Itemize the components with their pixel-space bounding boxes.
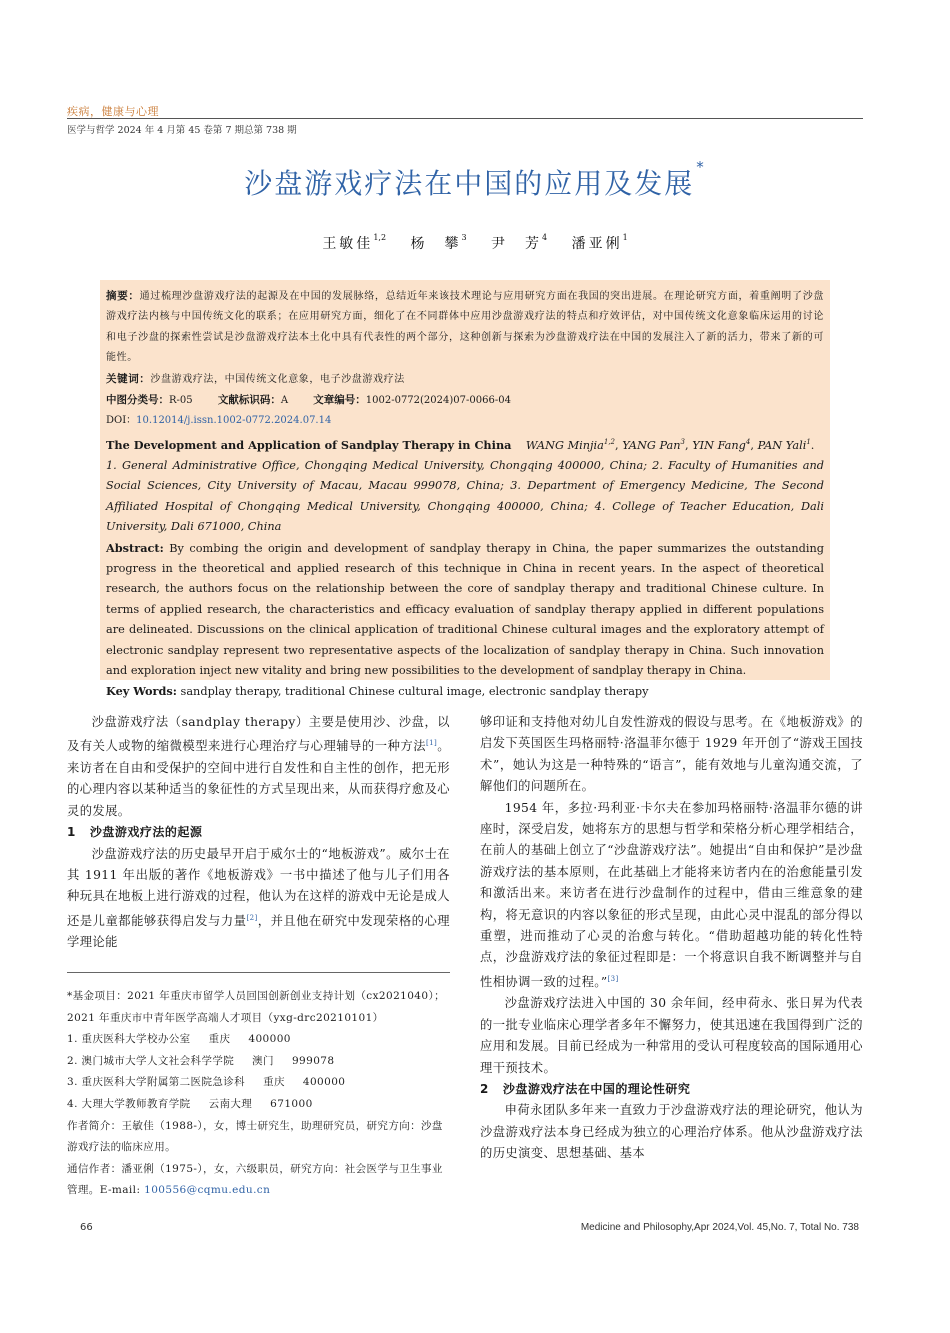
abstract-cn-text: 通过梳理沙盘游戏疗法的起源及在中国的发展脉络，总结近年来该技术理论与应用研究方面在我国的突出进展。在理论研究方面，着重阐明了沙盘游戏疗法内核与中国传统文化的联系；在应用研究方面，细化了在不同群体中应用沙盘游戏疗法的特点和疗效评估，对中国传统文化意象临床运用的讨论和电子沙盘的探索性尝试是沙盘游戏疗法本土化中具有代表性的两个部分，这种创新与探索为沙盘游戏疗法在中国的发展注入了新的活力，带来了新的可能性。 [106,291,824,364]
title-text: 沙盘游戏疗法在中国的应用及发展 [244,167,695,200]
clc-value: R-05 [169,395,193,407]
funding-note: *基金项目：2021 年重庆市留学人员回国创新创业支持计划（cx2021040）；2021 年重庆市中青年医学高端人才项目（yxg-drc20210101） [67,990,446,1024]
author: 尹 芳$^4$ [491,233,548,252]
english-title: The Development and Application of Sandplay Therapy in China [106,437,512,452]
keywords-cn-label: 关键词： [106,372,151,385]
keywords-cn-text: 沙盘游戏疗法，中国传统文化意象，电子沙盘游戏疗法 [150,373,405,385]
title-footnote-mark: * [696,158,706,176]
author: 潘亚俐$^1$ [571,233,628,252]
english-author: PAN Yali$^1$ [757,437,811,452]
abstract-box [100,280,830,699]
doi-label: DOI： [106,415,137,427]
article-no-value: 1002-0772(2024)07-0066-04 [365,395,511,407]
citation-ref[interactable]: [1] [426,739,438,748]
body-column-left [67,712,450,954]
doi-row [106,411,824,431]
body-paragraph: 沙盘游戏疗法（sandplay therapy）主要是使用沙、沙盘，以及有关人或物的缩微模型来进行心理治疗与心理辅导的一种方法[1]。来访者在自由和受保护的空间中进行自发性和自主性的创作，把无形的心理内容以某种适当的象征性的方式呈现出来，从而获得疗愈及心灵的发展。 [67,715,450,818]
clc-label: 中图分类号： [106,394,169,407]
english-title-row: The Development and Application of Sandplay Therapy in China WANG Minjia$^{1,2}$, YANG Pan$^3$, YIN Fang$^4$, PAN Yali$^1$. [106,437,815,452]
affiliation-note: 1. 重庆医科大学校办公室 重庆 400000 [67,1033,291,1046]
abstract-cn [106,286,824,369]
english-keywords-text: sandplay therapy, traditional Chinese cultural image, electronic sandplay therapy [176,685,649,699]
journal-info: 医学与哲学 2024 年 4 月第 45 卷第 7 期总第 738 期 [67,125,297,136]
english-keywords-label: Key Words: [106,684,177,699]
author-list [0,233,950,253]
corresponding-author: 通信作者：潘亚俐（1975-），女，六级职员，研究方向：社会医学与卫生事业管理。E-mail: 100556@cqmu.edu.cn [67,1162,443,1197]
classification-row [106,390,824,411]
body-paragraph: 够印证和支持他对幼儿自发性游戏的假设与思考。在《地板游戏》的启发下英国医生玛格丽特·洛温菲尔德于 1929 年开创了“游戏王国技术”，她认为这是一种特殊的“语言”，能有效地与儿童沟通交流，了解他们的问题所在。 [480,715,863,794]
doc-code-label: 文献标识码： [217,394,281,407]
english-abstract-label: Abstract: [106,540,164,555]
doi-link[interactable]: 10.12014/j.issn.1002-0772.2024.07.14 [136,415,332,427]
citation-ref[interactable]: [2] [246,913,258,922]
paper-title [0,158,950,202]
section-heading-1: 1 沙盘游戏疗法的起源 [67,825,203,840]
english-author: YANG Pan$^3$ [622,437,686,452]
author-bio: 作者简介：王敏佳（1988-），女，博士研究生，助理研究员，研究方向：沙盘游戏疗法的临床应用。 [67,1119,443,1154]
page-number: 66 [80,1222,93,1233]
header-rule [67,118,863,119]
footnote-rule [67,972,450,973]
section-heading-2: 2 沙盘游戏疗法在中国的理论性研究 [480,1082,691,1096]
english-abstract [106,538,824,682]
body-paragraph: 1954 年，多拉·玛利亚·卡尔夫在参加玛格丽特·洛温菲尔德的讲座时，深受启发，她将东方的思想与哲学和荣格分析心理学相结合，在前人的基础上创立了“沙盘游戏疗法”。她提出“自由和保护”是沙盘游戏疗法的基本原则，在此基础上才能将来访者内在的治愈能量引发和激活出来。来访者在进行沙盘制作的过程中，借由三维意象的建构，将无意识的内容以象征的形式呈现，由此心灵中混乱的部分得以重塑，进而推动了心灵的治愈与转化。“借助超越功能的转化性特点，沙盘游戏疗法的象征过程即是：一个将意识自我不断调整并与自性相协调一致的过程。”[3] [480,800,863,989]
english-author: WANG Minjia$^{1,2}$ [525,437,616,452]
english-abstract-text: By combing the origin and development of sandplay therapy in China, the paper summarizes the outstanding progress in the theoretical and applied research of this technique in China in recent years. In the aspect of theoretical research, the authors focus on the relationship between the core of sandplay therapy and traditional Chinese culture. In terms of applied research, the characteristics and efficacy evaluation of sandplay therapy applied in different populations are delineated. Discussions on the clinical application of traditional Chinese cultural images and the exploratory attempt of electronic sandplay represent two representative aspects of the localization of sandplay therapy in China. Such innovation and exploration inject new vitality and bring new possibilities to the development of sandplay therapy in China. [106,541,824,678]
keywords-cn [106,369,824,390]
affiliation-note: 2. 澳门城市大学人文社会科学学院 澳门 999078 [67,1054,335,1067]
author: 王敏佳$^{1,2}$ [322,233,387,252]
footnotes [67,986,450,1202]
english-author: YIN Fang$^4$ [692,437,751,452]
affiliation-note: 4. 大理大学教师教育学院 云南大理 671000 [67,1097,313,1110]
abstract-cn-label: 摘要： [106,290,140,302]
english-keywords [106,681,824,702]
body-paragraph: 沙盘游戏疗法进入中国的 30 余年间，经申荷永、张日昇为代表的一批专业临床心理学者多年不懈努力，使其迅速在我国得到广泛的应用和发展。目前已经成为一种常用的受认可程度较高的国际通用心理干预技术。 [480,996,863,1075]
journal-footer: Medicine and Philosophy,Apr 2024,Vol. 45,No. 7, Total No. 738 [580,1222,859,1233]
english-affiliations: 1. General Administrative Office, Chongqing Medical University, Chongqing 400000, China; 2. Faculty of Humanities and Social Sciences, City University of Macau, Macau 999078, China; 3. Department of Emergency Medicine, The Second Affiliated Hospital of Chongqing Medical University, Chongqing 400000, China; 4. College of Teacher Education, Dali University, Dali 671000, China [106,459,824,534]
email-link[interactable]: 100556@cqmu.edu.cn [144,1184,271,1197]
article-no-label: 文章编号： [313,394,366,407]
body-paragraph: 申荷永团队多年来一直致力于沙盘游戏疗法的理论研究，他认为沙盘游戏疗法本身已经成为独立的心理治疗体系。他从沙盘游戏疗法的历史演变、思想基础、基本 [480,1103,863,1161]
doc-code-value: A [280,395,289,407]
body-paragraph: 沙盘游戏疗法的历史最早开启于威尔士的“地板游戏”。威尔士在其 1911 年出版的著作《地板游戏》一书中描述了他与儿子们用各种玩具在地板上进行游戏的过程，他认为在这样的游戏中无论是成人还是儿童都能够获得启发与力量[2]，并且他在研究中发现荣格的心理学理论能 [67,846,450,950]
affiliation-note: 3. 重庆医科大学附属第二医院急诊科 重庆 400000 [67,1076,346,1089]
author: 杨 攀$^3$ [410,233,467,252]
section-tag: 疾病，健康与心理 [67,105,159,118]
body-column-right [480,712,863,1165]
citation-ref[interactable]: [3] [607,974,619,983]
